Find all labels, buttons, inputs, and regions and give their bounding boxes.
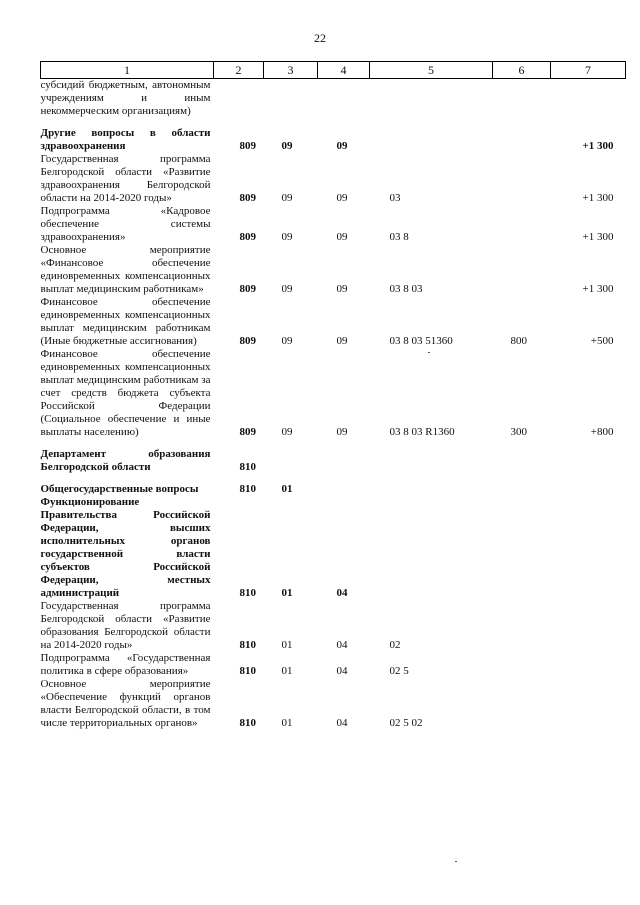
section-code (264, 79, 318, 119)
table-row (41, 652, 626, 678)
ministry-code: 809 (239, 231, 256, 243)
table-row (41, 205, 626, 244)
subsection-code: 04 (336, 587, 348, 599)
row-name: Основное мероприятие «Финансовое обеспечение единовременных компенсационных выплат медицинским работникам» (40, 244, 211, 295)
subsection-code: 09 (336, 335, 348, 347)
table-row (41, 296, 626, 348)
header-col-2: 2 (214, 62, 264, 79)
row-name: Общегосударственные вопросы (40, 483, 199, 495)
row-name: Другие вопросы в области здравоохранения (40, 127, 211, 152)
target-article (370, 474, 493, 496)
amount-change (551, 600, 626, 652)
table-body (41, 79, 626, 731)
budget-table (40, 61, 626, 730)
row-name: Государственная программа Белгородской области «Развитие здравоохранения Белгородской области на 2014-2020 годы» (40, 153, 211, 204)
subsection-code (318, 79, 370, 119)
table-row (41, 153, 626, 205)
table-row (41, 79, 626, 119)
subsection-code: 04 (336, 717, 348, 729)
ministry-code: 809 (239, 140, 256, 152)
header-col-4: 4 (318, 62, 370, 79)
expense-type (493, 439, 551, 474)
target-article: 02 (389, 639, 401, 651)
subsection-code (318, 439, 370, 474)
section-code: 09 (281, 335, 293, 347)
header-col-3: 3 (264, 62, 318, 79)
amount-change (551, 652, 626, 678)
subsection-code: 09 (336, 192, 348, 204)
section-code: 09 (281, 283, 293, 295)
amount-change: +1 300 (582, 231, 614, 243)
amount-change (551, 439, 626, 474)
target-article (370, 439, 493, 474)
amount-change: +1 300 (582, 140, 614, 152)
budget-table-container (40, 61, 625, 730)
expense-type (493, 474, 551, 496)
amount-change: +1 300 (582, 192, 614, 204)
header-col-6: 6 (493, 62, 551, 79)
subsection-code: 09 (336, 283, 348, 295)
expense-type: 800 (510, 335, 527, 347)
table-row (41, 348, 626, 439)
target-article: 03 8 03 R1360 (389, 426, 455, 438)
subsection-code: 04 (336, 639, 348, 651)
section-code: 01 (281, 587, 293, 599)
expense-type (493, 652, 551, 678)
section-code: 09 (281, 192, 293, 204)
table-row (41, 678, 626, 730)
section-code: 01 (281, 665, 293, 677)
row-name: субсидий бюджетным, автономным учреждениям и иным некоммерческим организациям) (40, 79, 211, 117)
ministry-code: 810 (239, 587, 256, 599)
row-name: Департамент образования Белгородской области (40, 448, 211, 473)
row-name: Подпрограмма «Государственная политика в сфере образования» (40, 652, 211, 677)
section-code: 09 (281, 231, 293, 243)
row-name: Подпрограмма «Кадровое обеспечение системы здравоохранения» (40, 205, 211, 243)
section-code: 01 (281, 717, 293, 729)
expense-type (493, 118, 551, 153)
amount-change: +1 300 (582, 283, 614, 295)
target-article: 03 8 (389, 231, 409, 243)
row-name: Государственная программа Белгородской области «Развитие образования Белгородской области на 2014-2020 годы» (40, 600, 211, 651)
target-article: 02 5 02 (389, 717, 423, 729)
table-row (41, 600, 626, 652)
section-code: 01 (281, 483, 293, 495)
amount-change (551, 474, 626, 496)
ministry-code: 810 (239, 461, 256, 473)
expense-type (493, 79, 551, 119)
subsection-code: 09 (336, 426, 348, 438)
table-row (41, 244, 626, 296)
ministry-code (214, 79, 264, 119)
ministry-code: 810 (239, 639, 256, 651)
subsection-code (318, 474, 370, 496)
page-number: 22 (314, 31, 326, 45)
table-row (41, 496, 626, 600)
target-article: 02 5 (389, 665, 409, 677)
header-col-5: 5 (370, 62, 493, 79)
section-code: 01 (281, 639, 293, 651)
expense-type (493, 496, 551, 600)
ministry-code: 810 (239, 665, 256, 677)
expense-type (493, 205, 551, 244)
ministry-code: 809 (239, 283, 256, 295)
amount-change (551, 496, 626, 600)
target-article: 03 (389, 192, 401, 204)
expense-type: 300 (510, 426, 527, 438)
subsection-code: 09 (336, 140, 348, 152)
expense-type (493, 678, 551, 730)
row-name: Функционирование Правительства Российской Федерации, высших исполнительных органов государственной власти субъектов Российской Федерации, местных администраций (40, 496, 211, 599)
amount-change: +800 (590, 426, 614, 438)
section-code: 09 (281, 140, 293, 152)
table-row (41, 474, 626, 496)
target-article: 03 8 03 (389, 283, 423, 295)
ministry-code: 810 (239, 483, 256, 495)
row-name: Финансовое обеспечение единовременных компенсационных выплат медицинским работникам (Иные бюджетные ассигнования) (40, 296, 211, 347)
target-article (370, 496, 493, 600)
scan-speck (455, 861, 457, 862)
amount-change: +500 (590, 335, 614, 347)
ministry-code: 809 (239, 192, 256, 204)
scan-speck (428, 352, 430, 353)
subsection-code: 09 (336, 231, 348, 243)
row-name: Основное мероприятие «Обеспечение функций органов власти Белгородской области, в том числе территориальных органов» (40, 678, 211, 729)
table-row (41, 439, 626, 474)
subsection-code: 04 (336, 665, 348, 677)
expense-type (493, 600, 551, 652)
header-col-7: 7 (551, 62, 626, 79)
amount-change (551, 79, 626, 119)
ministry-code: 809 (239, 335, 256, 347)
section-code (264, 439, 318, 474)
section-code: 09 (281, 426, 293, 438)
table-row (41, 118, 626, 153)
amount-change (551, 678, 626, 730)
target-article (370, 79, 493, 119)
ministry-code: 809 (239, 426, 256, 438)
expense-type (493, 153, 551, 205)
row-name: Финансовое обеспечение единовременных компенсационных выплат медицинским работникам за счет средств бюджета субъекта Российской Федерации (Социальное обеспечение и иные выплаты населению) (40, 348, 211, 438)
target-article: 03 8 03 51360 (389, 335, 453, 347)
table-header (41, 62, 626, 79)
target-article (370, 118, 493, 153)
ministry-code: 810 (239, 717, 256, 729)
header-col-1: 1 (41, 62, 214, 79)
header-row (41, 62, 626, 79)
expense-type (493, 244, 551, 296)
